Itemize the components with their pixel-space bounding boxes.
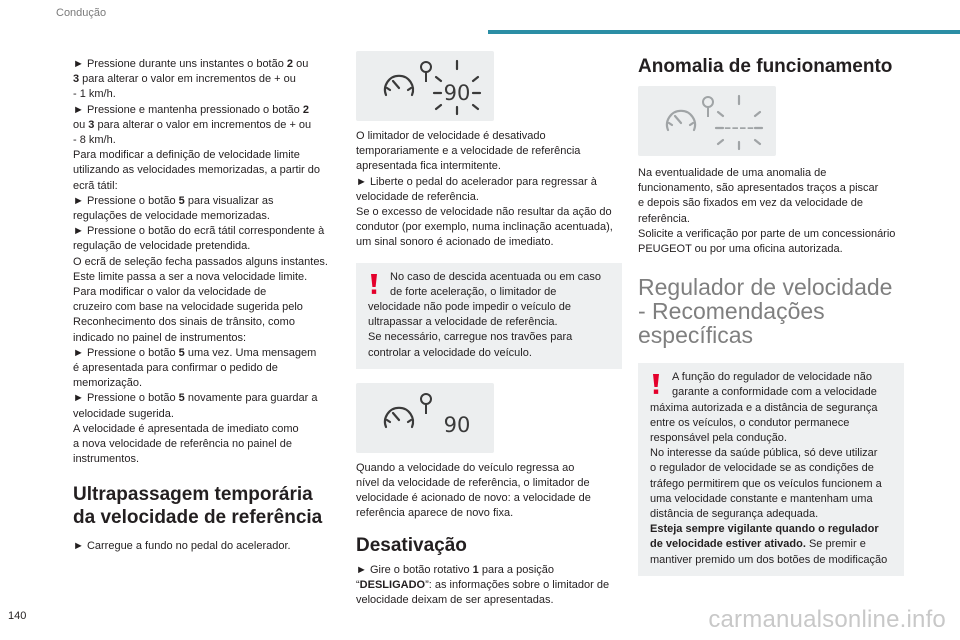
- text-line: distância de segurança adequada.: [650, 508, 819, 521]
- text-line: cruzeiro com base na velocidade sugerida pelo: [73, 301, 303, 314]
- section-heading-malfunction: Anomalia de funcionamento: [638, 56, 893, 77]
- column-1: [73, 57, 339, 555]
- text-line: ► Pressione o botão do ecrã tátil correspondente à: [73, 225, 325, 238]
- text-line: No caso de descida acentuada ou em caso: [390, 270, 601, 283]
- text-line: ► Pressione o botão 5 novamente para guardar a: [73, 392, 318, 405]
- text-line: condutor (por exemplo, numa inclinação acentuada),: [356, 221, 613, 234]
- limiter-icon: [421, 62, 431, 82]
- text-line: “DESLIGADO”: as informações sobre o limitador de: [356, 578, 610, 591]
- limiter-display-fixed: [356, 383, 494, 453]
- warning-box-descent: [356, 263, 622, 369]
- text-line: uma velocidade constante e mantenham uma: [650, 492, 873, 505]
- warning-icon: [650, 373, 662, 395]
- col3-text1: [638, 166, 904, 257]
- text-line: entre os veículos, o condutor permanece: [650, 416, 850, 429]
- section-heading-overtake: Ultrapassagem temporária da velocidade de referência: [73, 484, 323, 529]
- column-2: [356, 51, 622, 608]
- warning-text-descent: [368, 270, 612, 361]
- text-line: ultrapassar a velocidade de referência.: [368, 316, 558, 329]
- limiter-speed-value: 90: [443, 81, 471, 105]
- text-line: é apresentada para confirmar o pedido de: [73, 362, 278, 375]
- text-line: Para modificar o valor da velocidade de: [73, 286, 267, 299]
- text-line: Reconhecimento dos sinais de trânsito, como: [73, 316, 295, 329]
- text-line: ecrã tátil:: [73, 179, 118, 192]
- big-heading-line-1: Regulador de velocidade: [638, 274, 893, 301]
- text-line: velocidade de referência.: [356, 190, 479, 203]
- section-heading-deactivation: Desativação: [356, 534, 467, 556]
- text-line: controlar a velocidade do veículo.: [368, 346, 532, 359]
- text-line: 3 para alterar o valor em incrementos de + ou: [73, 73, 296, 86]
- col2-text2: [356, 461, 622, 522]
- col2-text1: [356, 129, 622, 251]
- text-line: responsável pela condução.: [650, 432, 787, 445]
- col1-body: [73, 57, 339, 467]
- text-line: regulação de velocidade pretendida.: [73, 240, 251, 253]
- page-number: 140: [8, 610, 27, 622]
- text-line: utilizando as velocidades memorizadas, a partir do: [73, 164, 321, 177]
- text-line: referência aparece de novo fixa.: [356, 507, 514, 520]
- text-line: ► Liberte o pedal do acelerador para regressar à: [356, 175, 597, 188]
- text-line: a nova velocidade de referência no painel de: [73, 438, 292, 451]
- speedometer-icon: [385, 408, 413, 427]
- header-accent-bar: [488, 30, 960, 34]
- col1-after-heading: [73, 539, 339, 554]
- speedometer-icon: [667, 111, 695, 130]
- text-line: A velocidade é apresentada de imediato como: [73, 422, 299, 435]
- text-line: nível da velocidade de referência, o limitador de: [356, 477, 590, 490]
- text-line: funcionamento, são apresentados traços a piscar: [638, 182, 879, 195]
- text-line: o regulador de velocidade se as condições de: [650, 462, 874, 475]
- text-line: ► Carregue a fundo no pedal do acelerador.: [73, 540, 291, 553]
- text-line: Na eventualidade de uma anomalia de: [638, 167, 827, 179]
- text-line: instrumentos.: [73, 453, 140, 466]
- text-line: velocidade deixam de ser apresentadas.: [356, 594, 554, 607]
- text-line: velocidade sugerida.: [73, 407, 174, 420]
- header-title: Condução: [56, 7, 107, 19]
- text-line: - 1 km/h.: [73, 88, 116, 101]
- text-line: regulações de velocidade memorizadas.: [73, 210, 270, 223]
- text-line: ► Gire o botão rotativo 1 para a posição: [356, 563, 555, 576]
- text-line: e depois são fixados em vez da velocidade de: [638, 197, 864, 210]
- text-line: ► Pressione o botão 5 para visualizar as: [73, 194, 274, 207]
- text-line: de velocidade estiver ativado. Se premir e: [650, 538, 866, 551]
- text-line: - 8 km/h.: [73, 134, 116, 147]
- text-line: Se o excesso de velocidade não resultar da ação do: [356, 206, 612, 219]
- text-line: tráfego permitirem que os veículos funcionem a: [650, 477, 882, 490]
- text-line: O limitador de velocidade é desativado: [356, 130, 546, 142]
- text-line: mantiver premido um dos botões de modificação: [650, 553, 888, 566]
- text-line: No interesse da saúde pública, só deve utilizar: [650, 447, 878, 460]
- text-line: temporariamente e a velocidade de referência: [356, 145, 581, 158]
- text-line: máxima autorizada e a distância de segurança: [650, 401, 878, 414]
- big-heading-line-2: - Recomendações: [638, 298, 825, 325]
- text-line: Este limite passa a ser a nova velocidade limite.: [73, 270, 308, 283]
- limiter-display-fault: [638, 86, 776, 156]
- text-line: Esteja sempre vigilante quando o regulador: [650, 523, 879, 536]
- text-line: ou 3 para alterar o valor em incrementos de + ou: [73, 118, 312, 131]
- speedometer-icon: [385, 76, 413, 95]
- text-line: O ecrã de seleção fecha passados alguns instantes.: [73, 255, 328, 268]
- limiter-display-flashing: [356, 51, 494, 121]
- text-line: ► Pressione durante uns instantes o botão 2 ou: [73, 58, 309, 70]
- column-3: [638, 55, 904, 590]
- text-line: Para modificar a definição de velocidade limite: [73, 149, 300, 162]
- big-heading-line-3: específicas: [638, 322, 754, 349]
- text-line: apresentada fica intermitente.: [356, 160, 501, 173]
- text-line: velocidade não pode impedir o veículo de: [368, 301, 572, 314]
- text-line: ► Pressione e mantenha pressionado o botão 2: [73, 103, 309, 116]
- text-line: Quando a velocidade do veículo regressa ao: [356, 461, 575, 474]
- text-line: de forte aceleração, o limitador de: [390, 285, 557, 298]
- text-line: memorização.: [73, 377, 143, 390]
- warning-box-cruise: [638, 363, 904, 576]
- text-line: um sinal sonoro é acionado de imediato.: [356, 236, 554, 249]
- text-line: garante a conformidade com a velocidade: [672, 386, 877, 399]
- text-line: referência.: [638, 212, 690, 225]
- text-line: Se necessário, carregue nos travões para: [368, 331, 573, 344]
- limiter-speed-value-fixed: 90: [443, 412, 471, 437]
- text-line: ► Pressione o botão 5 uma vez. Uma mensagem: [73, 346, 317, 359]
- warning-icon: [368, 273, 380, 295]
- col2-text3: [356, 563, 622, 609]
- limiter-fault-dashes: ----: [723, 115, 755, 139]
- limiter-icon: [421, 394, 431, 414]
- limiter-icon: [703, 97, 713, 117]
- text-line: indicado no painel de instrumentos:: [73, 331, 247, 344]
- text-line: PEUGEOT ou por uma oficina autorizada.: [638, 243, 843, 256]
- watermark: carmanualsonline.info: [708, 606, 946, 633]
- text-line: velocidade é acionado de novo: a velocidade de: [356, 492, 591, 505]
- text-line: Solicite a verificação por parte de um concessionário: [638, 227, 896, 240]
- section-heading-cruise-control: [638, 275, 904, 347]
- warning-text-cruise: [650, 370, 894, 568]
- text-line: A função do regulador de velocidade não: [672, 371, 872, 384]
